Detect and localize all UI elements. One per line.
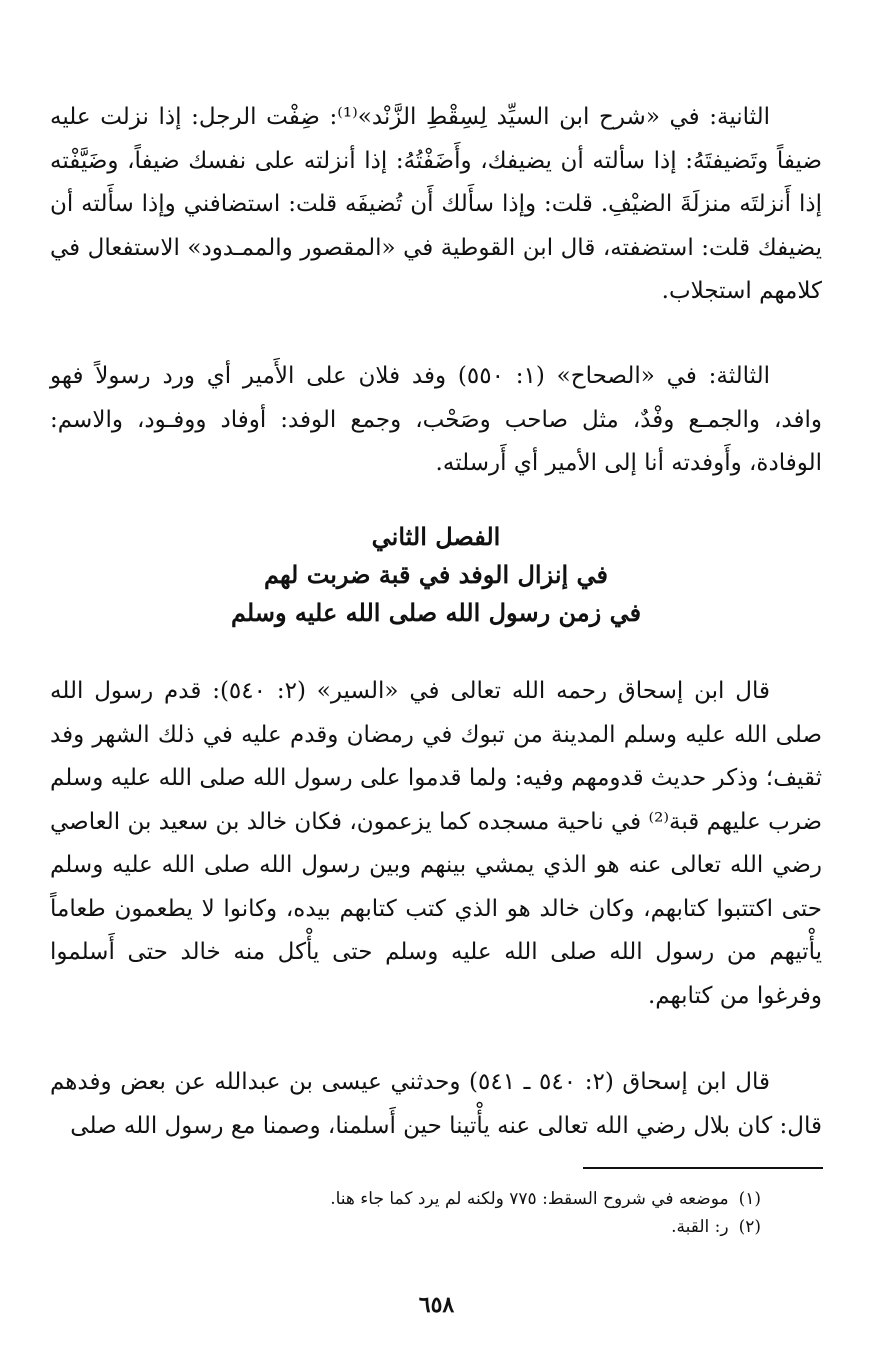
paragraph-text: قال ابن إسحاق رحمه الله تعالى في «السير» (٢: ٥٤٠): قدم رسول الله صلى الله عليه وسلم المدينة من تبوك في رمضان وقدم عليه في ذلك الشهر وفد ثقيف؛ وذكر حديث قدومهم وفيه: ولما قدموا على رسول الله صلى الله عليه وسلم ضرب عليهم قبة⁽²⁾ في ناحية مسجده كما يزعمون، فكان خالد بن سعيد بن العاصي رضي الله تعالى عنه هو الذي يمشي بينهم وبين رسول الله صلى الله عليه وسلم حتى اكتتبوا كتابهم، وكان خالد هو الذي كتب كتابهم بيده، وكانوا لا يطعمون طعاماً يأْتيهم من رسول الله صلى الله عليه وسلم حتى يأْكل منه خالد حتى أَسلموا وفرغوا من كتابهم. (50, 678, 822, 1009)
footnote-divider (583, 1167, 823, 1169)
paragraph-text: قال ابن إسحاق (٢: ٥٤٠ ـ ٥٤١) وحدثني عيسى بن عبدالله عن بعض وفدهم قال: كان بلال رضي الله تعالى عنه يأْتينا حين أَسلمنا، وصمنا مع رسول الله صلى (50, 1069, 822, 1139)
chapter-title: الفصل الثاني (371, 522, 501, 551)
paragraph-al-thalitha (50, 355, 822, 486)
footnotes (121, 1185, 761, 1241)
footnote-marker: (١) (738, 1189, 761, 1209)
paragraph-ibn-ishaq-1 (50, 670, 822, 1018)
paragraph-text: الثالثة: في «الصحاح» (١: ٥٥٠) وفد فلان على الأَمير أي ورد رسولاً فهو وافد، والجمـع وفْدٌ، مثل صاحب وصَحْب، وجمع الوفد: أوفاد ووفـود، والاسم: الوفادة، وأَوفدته أنا إلى الأمير أي أَرسلته. (50, 363, 822, 476)
paragraph-text: الثانية: في «شرح ابن السيِّد لِسِقْطِ الزَّنْد»⁽¹⁾: ضِفْت الرجل: إذا نزلت عليه ضيفاً وتَضيفتَهُ: إذا سألته أن يضيفك، وأَضَفْتُهُ: إذا أنزلته على نفسك ضيفاً، وضَيَّفْته إذا أَنزلتَه منزلَةَ الضيْفِ. قلت: وإذا سأَلك أَن تُضيفَه قلت: استضافني وإذا سأَلته أن يضيفك قلت: استضفته، قال ابن القوطية في «المقصور والممـدود» الاستفعال في كلامهم استجلاب. (50, 104, 822, 304)
footnote-text: موضعه في شروح السقط: ٧٧٥ ولكنه لم يرد كما جاء هنا. (330, 1189, 729, 1209)
footnote-marker: (٢) (738, 1217, 761, 1237)
chapter-subtitle-line-2: في زمن رسول الله صلى الله عليه وسلم (230, 598, 642, 627)
paragraph-al-thaniya (50, 96, 822, 314)
page-number: ٦٥٨ (418, 1292, 455, 1318)
footnote-text: ر: القبة. (671, 1217, 729, 1237)
paragraph-ibn-ishaq-2 (50, 1061, 822, 1148)
footnote-2 (121, 1213, 761, 1241)
chapter-heading (50, 518, 822, 632)
chapter-subtitle-line-1: في إنزال الوفد في قبة ضربت لهم (263, 560, 609, 589)
footnote-1 (121, 1185, 761, 1213)
